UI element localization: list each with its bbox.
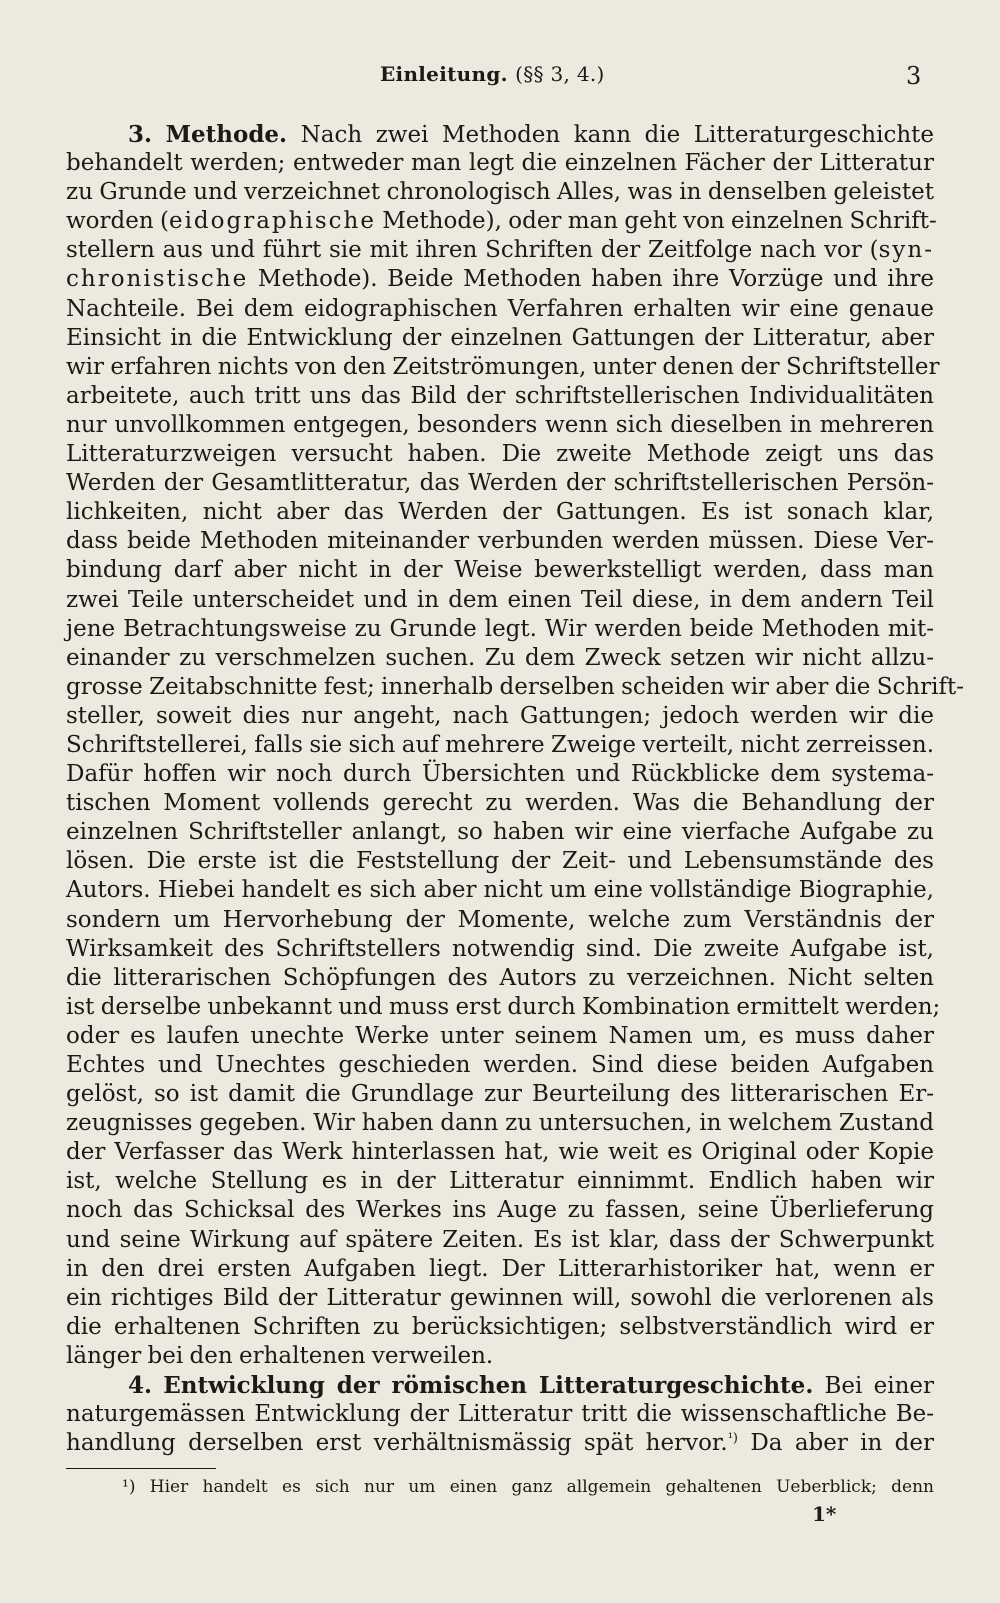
paragraph-line: ein richtiges Bild der Litteratur gewinnen will, sowohl die verlorenen als — [66, 1284, 934, 1311]
paragraph-line: noch das Schicksal des Werkes ins Auge zu fassen, seine Überlieferung — [66, 1197, 934, 1224]
paragraph-line: Dafür hoffen wir noch durch Übersichten und Rückblicke dem systema- — [66, 761, 934, 788]
paragraph-line: sondern um Hervorhebung der Momente, welche zum Verständnis der — [66, 906, 934, 933]
paragraph-line: 4. Entwicklung der römischen Litteraturgeschichte. Bei einer — [128, 1372, 934, 1400]
footnote-reference[interactable]: ¹) — [727, 1431, 739, 1447]
emphasized-term: chronistische — [66, 266, 249, 293]
paragraph-line: naturgemässen Entwicklung der Litteratur tritt die wissenschaftliche Be- — [66, 1401, 934, 1428]
header-title: Einleitung. — [380, 62, 508, 86]
paragraph-line: länger bei den erhaltenen verweilen. — [66, 1342, 494, 1369]
paragraph-line: ist derselbe unbekannt und muss erst durch Kombination ermittelt werden; — [66, 993, 941, 1020]
paragraph-line: behandelt werden; entweder man legt die einzelnen Fächer der Litteratur — [66, 150, 934, 177]
header-sections: (§§ 3, 4.) — [515, 62, 605, 86]
paragraph-line: bindung darf aber nicht in der Weise bewerkstelligt werden, dass man — [66, 557, 934, 584]
paragraph-line: Nachteile. Bei dem eidographischen Verfahren erhalten wir eine genaue — [66, 295, 934, 322]
paragraph-line: gelöst, so ist damit die Grundlage zur Beurteilung des litterarischen Er- — [66, 1081, 934, 1108]
paragraph-line: steller, soweit dies nur angeht, nach Gattungen; jedoch werden wir die — [66, 702, 934, 729]
paragraph-line: stellern aus und führt sie mit ihren Schriften der Zeitfolge nach vor (syn- — [66, 237, 934, 264]
paragraph-line: 3. Methode. Nach zwei Methoden kann die Litteraturgeschichte — [128, 121, 935, 148]
paragraph-line: wir erfahren nichts von den Zeitströmungen, unter denen der Schriftsteller — [66, 353, 940, 380]
paragraph-line: Autors. Hiebei handelt es sich aber nicht um eine vollständige Biographie, — [66, 877, 934, 904]
body-text — [66, 120, 965, 1458]
paragraph-line: nur unvollkommen entgegen, besonders wenn sich dieselben in mehreren — [66, 411, 934, 438]
paragraph-line: Wirksamkeit des Schriftstellers notwendig sind. Die zweite Aufgabe ist, — [66, 935, 934, 962]
paragraph-line: Litteraturzweigen versucht haben. Die zweite Methode zeigt uns das — [66, 441, 934, 468]
paragraph-line: in den drei ersten Aufgaben liegt. Der Litterarhistoriker hat, wenn er — [66, 1255, 934, 1282]
signature-mark: 1* — [812, 1502, 837, 1526]
footnote-text: Hier handelt es sich nur um einen ganz allgemein gehaltenen Ueberblick; denn — [149, 1477, 934, 1497]
paragraph-line: tischen Moment vollends gerecht zu werden. Was die Behandlung der — [66, 790, 934, 817]
paragraph-line: die erhaltenen Schriften zu berücksichtigen; selbstverständlich wird er — [66, 1313, 934, 1340]
paragraph-line: oder es laufen unechte Werke unter seinem Namen um, es muss daher — [66, 1022, 934, 1049]
paragraph-line: lichkeiten, nicht aber das Werden der Gattungen. Es ist sonach klar, — [66, 499, 934, 526]
paragraph-line: Schriftstellerei, falls sie sich auf mehrere Zweige verteilt, nicht zerreissen. — [66, 731, 934, 758]
paragraph-line: einzelnen Schriftsteller anlangt, so haben wir eine vierfache Aufgabe zu — [66, 819, 934, 846]
paragraph-line: einander zu verschmelzen suchen. Zu dem Zweck setzen wir nicht allzu- — [66, 644, 934, 671]
paragraph-line: arbeitete, auch tritt uns das Bild der schriftstellerischen Individualitäten — [66, 382, 934, 409]
paragraph-line: handlung derselben erst verhältnismässig spät hervor.$^{^1)}$ Da aber in der — [66, 1430, 935, 1457]
paragraph-line: der Verfasser das Werk hinterlassen hat, wie weit es Original oder Kopie — [66, 1139, 934, 1166]
paragraph-line: Werden der Gesamtlitteratur, das Werden der schriftstellerischen Persön- — [66, 470, 934, 497]
footnote-marker: ¹) — [122, 1477, 136, 1497]
emphasized-term: syn- — [878, 237, 934, 264]
paragraph-line: dass beide Methoden miteinander verbunden werden müssen. Diese Ver- — [66, 528, 934, 555]
emphasized-term: eidographische — [168, 208, 376, 235]
running-head — [380, 62, 605, 86]
paragraph-line: jene Betrachtungsweise zu Grunde legt. Wir werden beide Methoden mit- — [66, 615, 934, 642]
footnote-divider — [66, 1468, 216, 1469]
footnote — [122, 1474, 934, 1500]
paragraph-line: Echtes und Unechtes geschieden werden. Sind diese beiden Aufgaben — [66, 1052, 934, 1078]
paragraph-line: und seine Wirkung auf spätere Zeiten. Es ist klar, dass der Schwerpunkt — [66, 1226, 934, 1253]
page-number: 3 — [906, 62, 922, 90]
section-number: 4. — [128, 1372, 153, 1400]
section-heading: Methode. — [165, 121, 288, 148]
section-number: 3. — [128, 121, 153, 148]
paragraph-line: grosse Zeitabschnitte fest; innerhalb derselben scheiden wir aber die Schrift- — [66, 673, 965, 700]
paragraph-line: worden (eidographische Methode), oder man geht von einzelnen Schrift- — [66, 208, 937, 235]
paragraph-line: chronistische Methode). Beide Methoden haben ihre Vorzüge und ihre — [66, 266, 934, 293]
paragraph-line: ist, welche Stellung es in der Litteratur einnimmt. Endlich haben wir — [66, 1168, 934, 1195]
paragraph-line: zeugnisses gegeben. Wir haben dann zu untersuchen, in welchem Zustand — [66, 1110, 934, 1137]
paragraph-line: lösen. Die erste ist die Feststellung der Zeit- und Lebensumstände des — [66, 848, 934, 875]
running-header — [0, 62, 1000, 98]
paragraph-line: Einsicht in die Entwicklung der einzelnen Gattungen der Litteratur, aber — [66, 324, 934, 351]
paragraph-line: zwei Teile unterscheidet und in dem einen Teil diese, in dem andern Teil — [66, 586, 934, 613]
paragraph-line: zu Grunde und verzeichnet chronologisch Alles, was in denselben geleistet — [66, 179, 934, 206]
section-heading: Entwicklung der römischen Litteraturgeschichte. — [163, 1372, 814, 1400]
paragraph-line: die litterarischen Schöpfungen des Autors zu verzeichnen. Nicht selten — [66, 964, 934, 991]
